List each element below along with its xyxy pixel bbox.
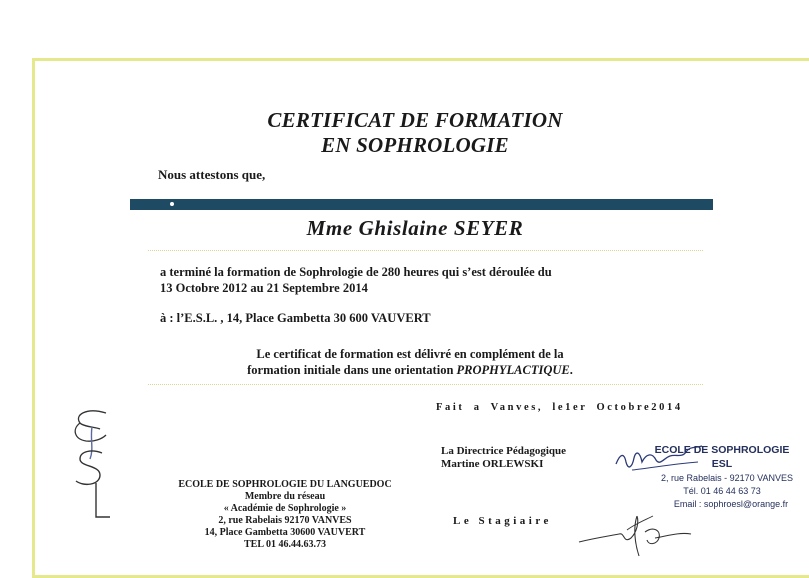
director-name: Martine ORLEWSKI — [441, 458, 544, 470]
intro-text: Nous attestons que, — [158, 167, 266, 182]
banner-bar — [130, 199, 713, 210]
stamp-email: Email : sophroesl@orange.fr — [673, 499, 789, 509]
dotted-divider-lower — [148, 384, 703, 385]
stamp-school-name: ECOLE DE SOPHROLOGIE — [654, 444, 790, 456]
trainee-label: Le Stagiaire — [453, 515, 552, 527]
school-stamp — [642, 444, 802, 509]
school-network: Membre du réseau — [244, 491, 326, 502]
stamp-phone: Tél. 01 46 44 63 73 — [683, 486, 761, 496]
note-line-1: Le certificat de formation est délivré en complément de la — [256, 347, 564, 361]
recipient-name: Mme Ghislaine SEYER — [306, 216, 524, 240]
trainee-signature-icon — [575, 508, 695, 560]
school-phone: TEL 01 46.44.63.73 — [244, 539, 326, 550]
stamp-acronym: ESL — [711, 458, 733, 470]
stamp-address: 2, rue Rabelais - 92170 VANVES — [661, 473, 793, 483]
note-emphasis: PROPHYLACTIQUE — [456, 363, 570, 377]
director-role: La Directrice Pédagogique — [441, 445, 567, 457]
director-block — [441, 445, 566, 471]
completion-line-2: 13 Octobre 2012 au 21 Septembre 2014 — [160, 281, 368, 295]
certificate-title: CERTIFICAT DE FORMATION — [267, 108, 563, 132]
school-name: ECOLE DE SOPHROLOGIE DU LANGUEDOC — [178, 479, 392, 490]
training-location: à : l’E.S.L. , 14, Place Gambetta 30 600 VAUVERT — [160, 311, 431, 325]
esl-logo-icon — [66, 405, 116, 523]
banner-dot — [170, 202, 174, 206]
note-line-2-suffix: . — [569, 363, 573, 377]
school-address-1: 2, rue Rabelais 92170 VANVES — [218, 515, 352, 526]
note-line-2 — [150, 362, 670, 378]
completion-line-1: a terminé la formation de Sophrologie de 280 heures qui s’est déroulée du — [160, 265, 552, 279]
completion-statement — [160, 264, 680, 296]
certificate-subtitle: EN SOPHROLOGIE — [321, 133, 509, 157]
school-address-2: 14, Place Gambetta 30600 VAUVERT — [204, 527, 366, 538]
school-academy: « Académie de Sophrologie » — [223, 503, 347, 514]
certificate-note — [150, 346, 670, 378]
school-address-block — [160, 479, 410, 551]
date-place: Fait a Vanves, le1er Octobre2014 — [436, 402, 683, 413]
dotted-divider — [148, 250, 703, 251]
note-line-2-prefix: formation initiale dans une orientation — [247, 363, 457, 377]
